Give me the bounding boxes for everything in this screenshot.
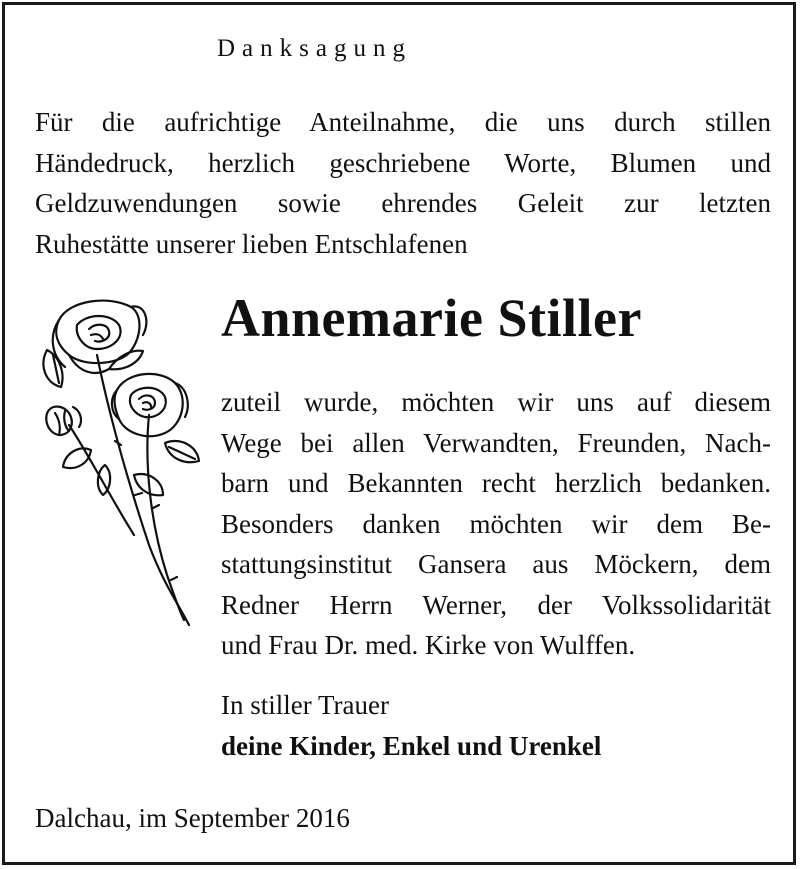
obituary-card [2,2,796,865]
body-line: zuteil wurde, möchten wir uns auf diesem [221,387,771,417]
roses-illustration [39,295,209,630]
body-line: und Frau Dr. med. Kirke von Wulffen. [221,630,636,660]
body-line: Wege bei allen Verwandten, Freunden, Nach- [221,427,771,458]
body-line: Besonders danken möchten wir dem Be- [221,508,771,539]
body-line: stattungsinstitut Gansera aus Möckern, dem [221,549,771,579]
body-text [221,382,771,666]
body-line: barn und Bekannten recht herzlich bedanken. [221,468,771,498]
mourning-label: In stiller Trauer [221,690,389,720]
deceased-name: Annemarie Stiller [221,288,642,348]
intro-line: Ruhestätte unserer lieben Entschlafenen [35,228,468,259]
family-signature: deine Kinder, Enkel und Urenkel [221,731,602,761]
body-line: Redner Herrn Werner, der Volkssolidarität [221,589,771,620]
place-date: Dalchau, im September 2016 [35,803,350,833]
intro-text [35,102,771,264]
intro-line: Für die aufrichtige Anteilnahme, die uns durch stillen [35,107,771,137]
intro-line: Händedruck, herzlich geschriebene Worte, Blumen und [35,147,771,178]
intro-line: Geldzuwendungen sowie ehrendes Geleit zur letzten [35,188,771,218]
heading: Danksagung [217,35,412,62]
